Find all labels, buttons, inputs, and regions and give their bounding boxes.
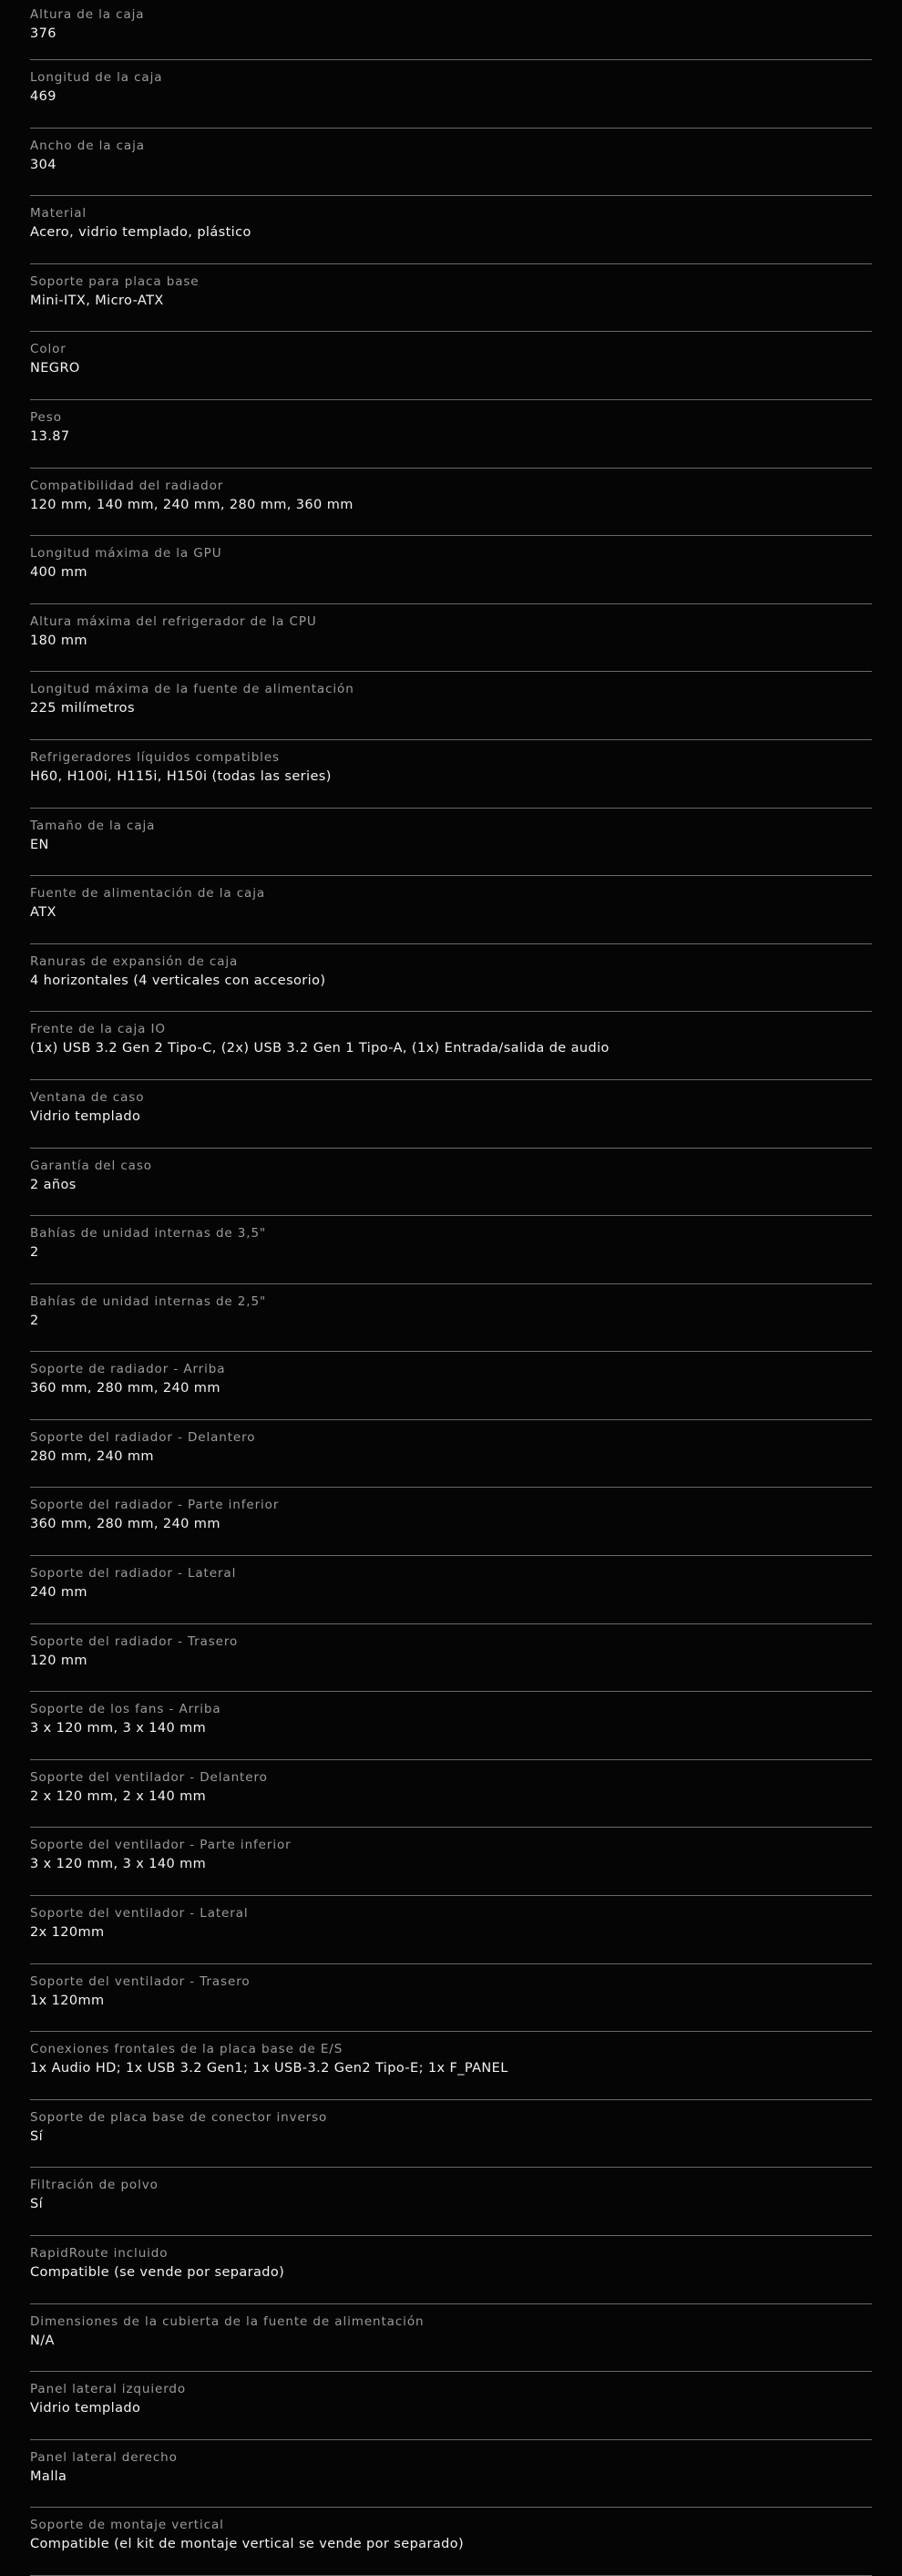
spec-row	[30, 2168, 872, 2236]
spec-label: Soporte de montaje vertical	[30, 2518, 224, 2533]
spec-value: 2	[30, 1245, 39, 1261]
spec-label: Soporte del radiador - Parte inferior	[30, 1498, 280, 1513]
spec-row	[30, 1624, 872, 1693]
spec-row	[30, 196, 872, 264]
spec-value: 360 mm, 280 mm, 240 mm	[30, 1381, 220, 1396]
spec-row	[30, 400, 872, 469]
spec-row	[30, 1012, 872, 1080]
spec-row	[30, 1420, 872, 1489]
spec-row	[30, 2100, 872, 2169]
spec-value: 240 mm	[30, 1585, 87, 1601]
spec-row	[30, 1488, 872, 1556]
spec-value: Compatible (se vende por separado)	[30, 2265, 285, 2280]
spec-label: Soporte de placa base de conector inverso	[30, 2109, 328, 2125]
spec-value: (1x) USB 3.2 Gen 2 Tipo-C, (2x) USB 3.2 Gen 1 Tipo-A, (1x) Entrada/salida de audio	[30, 1041, 610, 1056]
spec-row	[30, 0, 872, 60]
spec-label: Soporte del radiador - Lateral	[30, 1566, 237, 1582]
spec-row	[30, 2236, 872, 2304]
spec-value: 3 x 120 mm, 3 x 140 mm	[30, 1857, 207, 1872]
spec-label: Refrigeradores líquidos compatibles	[30, 749, 280, 765]
spec-label: Soporte del radiador - Delantero	[30, 1429, 256, 1445]
spec-row	[30, 1760, 872, 1829]
spec-value: 13.87	[30, 428, 70, 444]
spec-row	[30, 1080, 872, 1149]
spec-label: Panel lateral derecho	[30, 2449, 178, 2465]
spec-value: Vidrio templado	[30, 1108, 141, 1124]
spec-value: 304	[30, 157, 56, 172]
spec-row	[30, 1216, 872, 1284]
spec-label: Soporte para placa base	[30, 273, 200, 289]
spec-value: 360 mm, 280 mm, 240 mm	[30, 1517, 220, 1532]
spec-label: Soporte del ventilador - Trasero	[30, 1973, 251, 1989]
spec-label: Soporte del ventilador - Lateral	[30, 1906, 249, 1922]
spec-label: Panel lateral izquierdo	[30, 2382, 187, 2397]
spec-label: Tamaño de la caja	[30, 818, 156, 833]
spec-row	[30, 536, 872, 604]
spec-row	[30, 1964, 872, 2033]
spec-row	[30, 2372, 872, 2440]
spec-label: Altura máxima del refrigerador de la CPU	[30, 613, 317, 629]
spec-label: Ancho de la caja	[30, 138, 145, 153]
spec-label: Material	[30, 206, 87, 222]
spec-value: N/A	[30, 2333, 55, 2348]
spec-label: Bahías de unidad internas de 3,5"	[30, 1226, 267, 1242]
spec-row	[30, 604, 872, 673]
spec-label: Frente de la caja IO	[30, 1022, 166, 1037]
spec-value: Sí	[30, 2197, 44, 2212]
spec-row	[30, 1284, 872, 1353]
spec-value: 1x 120mm	[30, 1993, 105, 2008]
spec-value: 120 mm	[30, 1653, 87, 1668]
spec-row	[30, 2440, 872, 2509]
spec-row	[30, 944, 872, 1013]
spec-label: Color	[30, 342, 67, 357]
spec-value: H60, H100i, H115i, H150i (todas las series)	[30, 768, 332, 784]
spec-row	[30, 876, 872, 944]
spec-row	[30, 1556, 872, 1624]
spec-value: 1x Audio HD; 1x USB 3.2 Gen1; 1x USB-3.2 Gen2 Tipo-E; 1x F_PANEL	[30, 2061, 508, 2076]
spec-label: RapidRoute incluido	[30, 2246, 169, 2261]
spec-label: Garantía del caso	[30, 1158, 152, 1173]
spec-label: Soporte de radiador - Arriba	[30, 1362, 226, 1377]
spec-label: Soporte de los fans - Arriba	[30, 1702, 221, 1717]
spec-value: Sí	[30, 2128, 44, 2144]
spec-label: Ranuras de expansión de caja	[30, 953, 239, 969]
spec-value: NEGRO	[30, 361, 80, 376]
spec-value: 180 mm	[30, 633, 87, 648]
spec-value: 120 mm, 140 mm, 240 mm, 280 mm, 360 mm	[30, 497, 354, 512]
spec-row	[30, 264, 872, 333]
spec-row	[30, 672, 872, 740]
spec-value: Malla	[30, 2468, 67, 2484]
spec-value: Vidrio templado	[30, 2401, 141, 2416]
spec-row	[30, 1896, 872, 1964]
spec-label: Longitud de la caja	[30, 70, 163, 85]
spec-row	[30, 809, 872, 877]
spec-label: Fuente de alimentación de la caja	[30, 886, 266, 902]
spec-label: Filtración de polvo	[30, 2178, 159, 2193]
spec-row	[30, 2032, 872, 2100]
spec-value: EN	[30, 837, 49, 852]
spec-value: ATX	[30, 905, 56, 921]
spec-value: 3 x 120 mm, 3 x 140 mm	[30, 1721, 207, 1736]
spec-value: Acero, vidrio templado, plástico	[30, 225, 251, 241]
spec-row	[30, 2508, 872, 2576]
spec-label: Bahías de unidad internas de 2,5"	[30, 1293, 267, 1309]
spec-row	[30, 740, 872, 809]
spec-value: 280 mm, 240 mm	[30, 1448, 154, 1464]
spec-value: 4 horizontales (4 verticales con accesorio)	[30, 973, 326, 988]
spec-label: Longitud máxima de la fuente de alimentación	[30, 682, 354, 697]
spec-label: Dimensiones de la cubierta de la fuente de alimentación	[30, 2313, 425, 2329]
spec-label: Soporte del ventilador - Parte inferior	[30, 1838, 292, 1853]
spec-row	[30, 2304, 872, 2373]
spec-label: Conexiones frontales de la placa base de E/S	[30, 2042, 343, 2057]
spec-label: Compatibilidad del radiador	[30, 478, 224, 493]
spec-row	[30, 60, 872, 129]
spec-value: 2	[30, 1313, 39, 1328]
spec-row	[30, 129, 872, 197]
spec-label: Soporte del radiador - Trasero	[30, 1633, 239, 1649]
spec-row	[30, 1149, 872, 1217]
spec-label: Ventana de caso	[30, 1089, 145, 1105]
spec-row	[30, 332, 872, 400]
spec-value: 2 x 120 mm, 2 x 140 mm	[30, 1788, 207, 1804]
spec-row	[30, 1828, 872, 1896]
spec-value: 225 milímetros	[30, 701, 135, 716]
spec-row	[30, 1352, 872, 1420]
spec-label: Peso	[30, 409, 62, 425]
spec-value: 469	[30, 89, 56, 104]
spec-row	[30, 469, 872, 537]
spec-row	[30, 1692, 872, 1760]
spec-label: Soporte del ventilador - Delantero	[30, 1769, 268, 1785]
spec-value: Mini-ITX, Micro-ATX	[30, 293, 164, 308]
spec-value: 2 años	[30, 1177, 77, 1192]
spec-value: Compatible (el kit de montaje vertical se vende por separado)	[30, 2537, 465, 2552]
spec-value: 376	[30, 26, 56, 41]
spec-label: Longitud máxima de la GPU	[30, 546, 222, 562]
spec-value: 2x 120mm	[30, 1925, 105, 1941]
spec-label: Altura de la caja	[30, 7, 145, 22]
spec-value: 400 mm	[30, 565, 87, 581]
